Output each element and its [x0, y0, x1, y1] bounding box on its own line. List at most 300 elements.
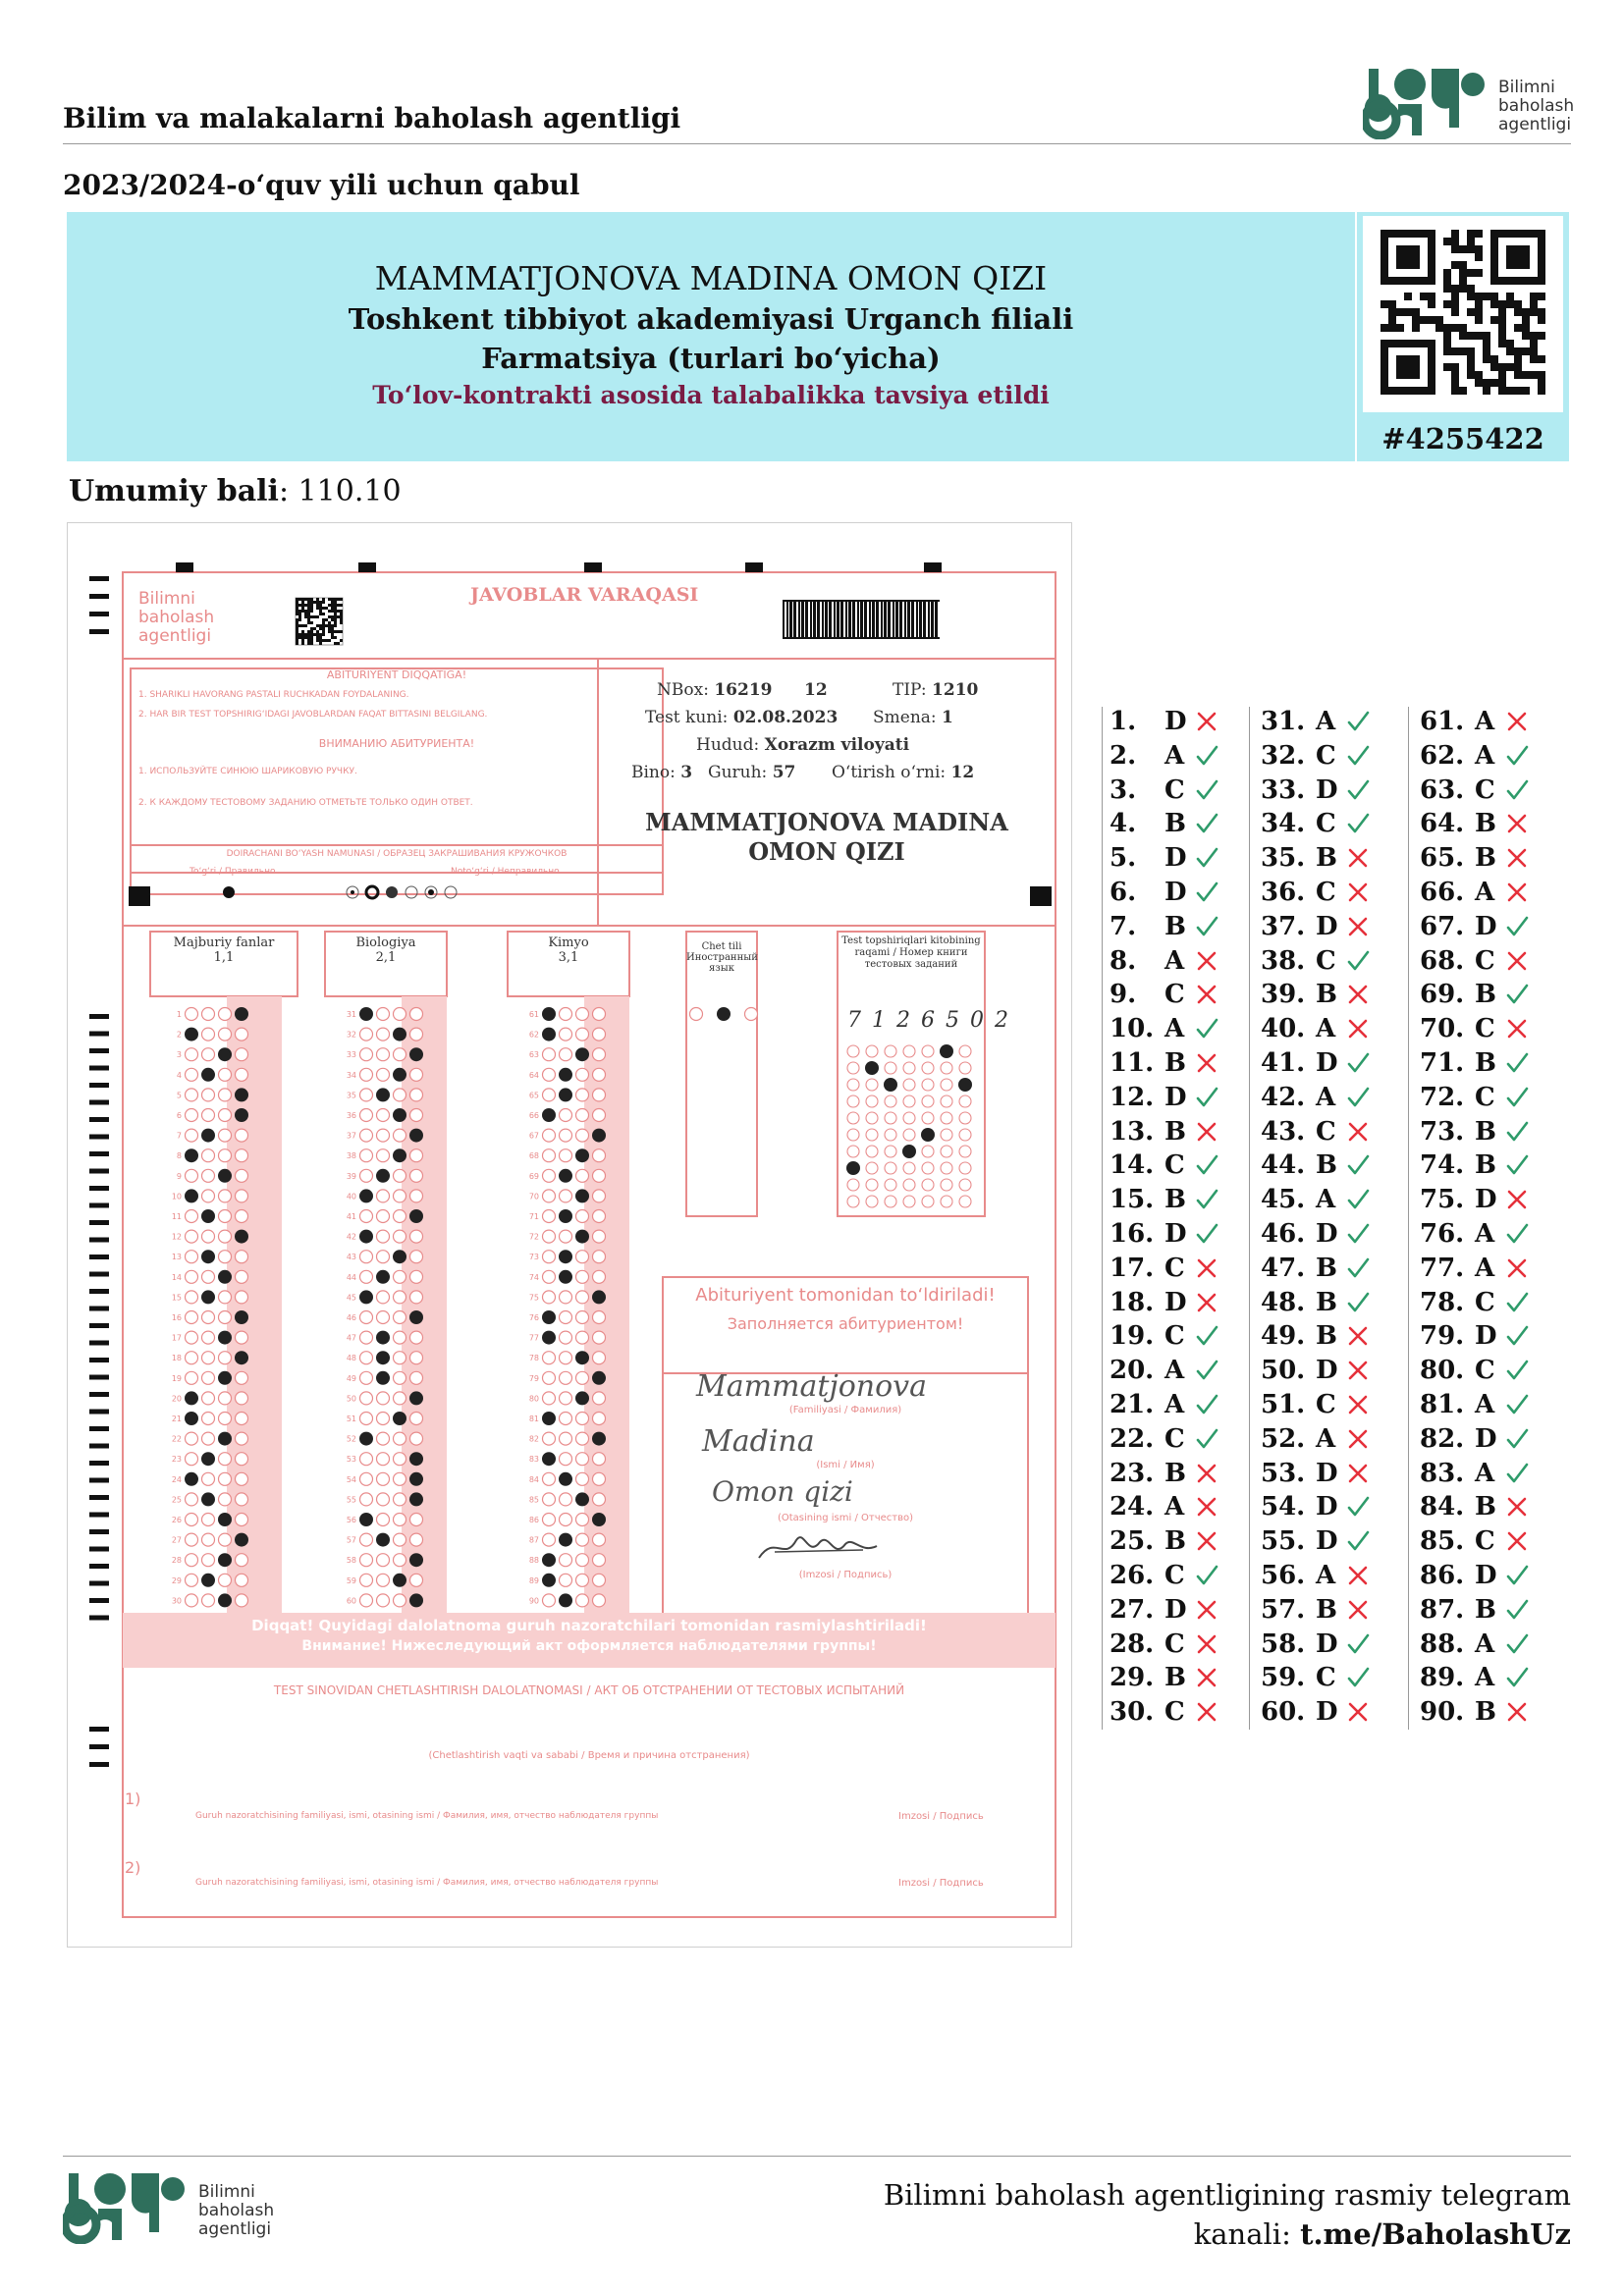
selected-answer: C	[1164, 1150, 1185, 1181]
selected-answer: C	[1316, 1116, 1336, 1147]
question-number: 77.	[1420, 1253, 1465, 1283]
check-icon	[1504, 1358, 1530, 1383]
question-number: 25.	[1110, 1526, 1155, 1557]
svg-text:47: 47	[346, 1333, 356, 1343]
svg-text:87: 87	[528, 1535, 539, 1545]
question-number: 46.	[1261, 1219, 1306, 1249]
cross-icon	[1504, 1255, 1530, 1281]
svg-text:20: 20	[171, 1394, 182, 1404]
selected-answer: C	[1164, 1253, 1185, 1283]
selected-answer: C	[1475, 1082, 1495, 1112]
check-icon	[1345, 1187, 1371, 1212]
selected-answer: B	[1316, 1253, 1337, 1283]
selected-answer: B	[1316, 1287, 1337, 1317]
question-number: 38.	[1261, 945, 1306, 976]
cross-icon	[1345, 1119, 1371, 1145]
svg-text:45: 45	[346, 1293, 356, 1303]
selected-answer: C	[1475, 774, 1495, 805]
svg-text:28: 28	[171, 1556, 182, 1566]
question-number: 67.	[1420, 911, 1465, 941]
question-number: 51.	[1261, 1390, 1306, 1419]
selected-answer: C	[1316, 1390, 1336, 1419]
cross-icon	[1345, 1699, 1371, 1725]
cross-icon	[1504, 1699, 1530, 1725]
svg-text:42: 42	[346, 1232, 356, 1242]
cross-icon	[1194, 1528, 1219, 1554]
cross-icon	[1504, 948, 1530, 974]
question-number: 53.	[1261, 1458, 1306, 1488]
svg-text:17: 17	[171, 1333, 182, 1343]
institution-name: Toshkent tibbiyot akademiyasi Urganch filiali	[348, 302, 1074, 336]
question-number: 10.	[1110, 1014, 1155, 1044]
telegram-link[interactable]: t.me/BaholashUz	[1300, 2217, 1571, 2251]
svg-text:6: 6	[176, 1111, 182, 1120]
selected-answer: B	[1164, 1663, 1186, 1693]
question-number: 61.	[1420, 707, 1465, 736]
fill-section-title-ru: Заполняется абитуриентом!	[727, 1314, 964, 1333]
cross-icon	[1194, 1050, 1219, 1076]
cross-icon	[1504, 1528, 1530, 1554]
answer-results	[1102, 707, 1553, 1730]
agency-logo-text: Bilimni baholash agentligi	[1498, 78, 1575, 134]
question-number: 66.	[1420, 878, 1465, 907]
svg-text:49: 49	[346, 1373, 356, 1383]
svg-text:80: 80	[528, 1394, 539, 1404]
selected-answer: C	[1475, 1014, 1495, 1044]
attention-line-2: 2. HAR BIR TEST TOPSHIRIG‘IDAGI JAVOBLARDAN FAQAT BITTASINI BELGILANG.	[138, 710, 488, 720]
question-number: 14.	[1110, 1150, 1155, 1181]
selected-answer: B	[1475, 1697, 1496, 1728]
selected-answer: B	[1475, 843, 1496, 874]
firstname-handwritten: Madina	[702, 1424, 815, 1459]
svg-text:9: 9	[176, 1171, 182, 1181]
svg-text:19: 19	[171, 1373, 182, 1383]
check-icon	[1194, 1221, 1219, 1247]
header-divider	[63, 143, 1571, 144]
svg-text:67: 67	[528, 1131, 539, 1141]
question-number: 41.	[1261, 1048, 1306, 1078]
agency-logo-mark	[1363, 65, 1490, 139]
svg-text:85: 85	[528, 1495, 539, 1505]
agency-logo	[1363, 65, 1575, 139]
selected-answer: C	[1316, 878, 1336, 907]
question-number: 75.	[1420, 1185, 1465, 1215]
question-number: 57.	[1261, 1594, 1306, 1625]
check-icon	[1504, 982, 1530, 1007]
check-icon	[1504, 1050, 1530, 1076]
footer-divider	[63, 2156, 1571, 2157]
question-number: 31.	[1261, 707, 1306, 736]
svg-text:81: 81	[528, 1415, 539, 1423]
question-number: 47.	[1261, 1253, 1306, 1283]
cross-icon	[1345, 982, 1371, 1007]
cross-icon	[1504, 1187, 1530, 1212]
svg-text:69: 69	[528, 1171, 539, 1181]
question-number: 69.	[1420, 980, 1465, 1010]
footer-logo-mark	[63, 2169, 190, 2244]
selected-answer: C	[1316, 1663, 1336, 1693]
selected-answer: D	[1164, 1082, 1187, 1112]
selected-answer: A	[1475, 707, 1495, 736]
qr-panel	[1357, 212, 1569, 461]
selected-answer: C	[1164, 774, 1185, 805]
svg-text:54: 54	[346, 1474, 356, 1484]
svg-text:4: 4	[176, 1070, 182, 1080]
question-number: 55.	[1261, 1526, 1306, 1557]
svg-text:12: 12	[171, 1232, 182, 1242]
question-number: 12.	[1110, 1082, 1155, 1112]
selected-answer: A	[1316, 1185, 1336, 1215]
check-icon	[1345, 1631, 1371, 1657]
svg-text:1: 1	[176, 1010, 182, 1019]
question-number: 86.	[1420, 1561, 1465, 1590]
question-number: 70.	[1420, 1014, 1465, 1044]
svg-text:10: 10	[171, 1192, 182, 1201]
correct-sample-label: To‘g‘ri / Правильно	[189, 867, 276, 877]
svg-text:43: 43	[346, 1253, 356, 1262]
svg-text:56: 56	[346, 1516, 356, 1524]
svg-text:73: 73	[528, 1253, 539, 1262]
svg-text:78: 78	[528, 1354, 539, 1363]
section-biology-header: Biologiya 2,1	[355, 935, 416, 965]
svg-text:18: 18	[171, 1354, 182, 1363]
selected-answer: C	[1164, 1321, 1185, 1352]
footer-logo-text: Bilimni baholash agentligi	[198, 2182, 275, 2239]
check-icon	[1345, 1494, 1371, 1520]
check-icon	[1504, 1461, 1530, 1486]
check-icon	[1504, 1119, 1530, 1145]
selected-answer: B	[1164, 1458, 1186, 1488]
attention-ru-title: ВНИМАНИЮ АБИТУРИЕНТА!	[318, 737, 475, 750]
question-number: 63.	[1420, 774, 1465, 805]
results-column-separator	[1249, 707, 1250, 1730]
attention-ru-line-1: 1. ИСПОЛЬЗУЙТЕ СИНЮЮ ШАРИКОВУЮ РУЧКУ.	[138, 767, 357, 776]
svg-text:44: 44	[346, 1272, 356, 1282]
selected-answer: A	[1316, 707, 1336, 736]
svg-text:46: 46	[346, 1313, 356, 1322]
selected-answer: D	[1475, 1561, 1497, 1590]
selected-answer: D	[1164, 1594, 1187, 1625]
check-icon	[1194, 1323, 1219, 1349]
attention-title: ABITURIYENT DIQQATIGA!	[326, 668, 467, 681]
cross-icon	[1504, 1494, 1530, 1520]
svg-text:83: 83	[528, 1455, 539, 1465]
question-number: 6.	[1110, 878, 1137, 907]
check-icon	[1345, 1221, 1371, 1247]
question-number: 43.	[1261, 1116, 1306, 1147]
svg-text:71: 71	[528, 1212, 539, 1221]
selected-answer: A	[1475, 878, 1495, 907]
check-icon	[1194, 1016, 1219, 1041]
question-number: 29.	[1110, 1663, 1155, 1693]
section-mandatory-header: Majburiy fanlar 1,1	[173, 935, 275, 965]
svg-text:59: 59	[346, 1575, 356, 1585]
sample-label: DOIRACHANI BO‘YASH NAMUNASI / ОБРАЗЕЦ ЗАКРАШИВАНИЯ КРУЖОЧКОВ	[226, 849, 568, 859]
attention-line-1: 1. SHARIKLI HAVORANG PASTALI RUCHKADAN FOYDALANING.	[138, 690, 409, 700]
svg-text:33: 33	[346, 1050, 356, 1060]
svg-text:66: 66	[528, 1111, 539, 1120]
question-number: 20.	[1110, 1356, 1155, 1386]
check-icon	[1504, 1323, 1530, 1349]
selected-answer: D	[1316, 1629, 1338, 1659]
question-number: 87.	[1420, 1594, 1465, 1625]
cross-icon	[1194, 709, 1219, 734]
attention-ru-line-2: 2. К КАЖДОМУ ТЕСТОВОМУ ЗАДАНИЮ ОТМЕТЬТЕ ТОЛЬКО ОДИН ОТВЕТ.	[138, 798, 473, 808]
question-number: 39.	[1261, 980, 1306, 1010]
question-number: 8.	[1110, 945, 1137, 976]
question-number: 50.	[1261, 1356, 1306, 1386]
svg-text:14: 14	[171, 1272, 182, 1282]
question-number: 79.	[1420, 1321, 1465, 1352]
question-number: 36.	[1261, 878, 1306, 907]
svg-text:34: 34	[346, 1070, 356, 1080]
observer-sign-1: Imzosi / Подпись	[898, 1811, 984, 1822]
selected-answer: D	[1316, 911, 1338, 941]
question-number: 24.	[1110, 1492, 1155, 1522]
svg-text:41: 41	[346, 1212, 356, 1221]
cross-icon	[1194, 1699, 1219, 1725]
check-icon	[1504, 1426, 1530, 1452]
selected-answer: D	[1164, 878, 1187, 907]
svg-text:64: 64	[528, 1070, 539, 1080]
check-icon	[1345, 1050, 1371, 1076]
cross-icon	[1345, 1597, 1371, 1623]
footer-note	[884, 2175, 1571, 2254]
observer-row-2: 2)	[125, 1858, 141, 1877]
check-icon	[1345, 709, 1371, 734]
svg-text:75: 75	[528, 1293, 539, 1303]
sheet-student-name: MAMMATJONOVA MADINA OMON QIZI	[645, 808, 1008, 866]
svg-text:63: 63	[528, 1050, 539, 1060]
question-number: 37.	[1261, 911, 1306, 941]
selected-answer: B	[1164, 1185, 1186, 1215]
question-number: 76.	[1420, 1219, 1465, 1249]
total-score	[69, 474, 402, 508]
selected-answer: B	[1475, 1594, 1496, 1625]
cross-icon	[1194, 1665, 1219, 1690]
selected-answer: B	[1316, 1150, 1337, 1181]
footer-line-2: kanali: t.me/BaholashUz	[1193, 2217, 1571, 2251]
selected-answer: B	[1164, 1116, 1186, 1147]
selected-answer: C	[1316, 740, 1336, 771]
signature-icon	[755, 1528, 883, 1568]
svg-text:11: 11	[171, 1212, 182, 1221]
selected-answer: D	[1164, 1219, 1187, 1249]
check-icon	[1504, 777, 1530, 803]
cross-icon	[1345, 1426, 1371, 1452]
selected-answer: A	[1475, 1629, 1495, 1659]
selected-answer: A	[1164, 740, 1185, 771]
question-number: 22.	[1110, 1423, 1155, 1454]
check-icon	[1345, 1528, 1371, 1554]
selected-answer: B	[1316, 980, 1337, 1010]
academic-year: 2023/2024-o‘quv yili uchun qabul	[63, 169, 580, 201]
svg-text:51: 51	[346, 1415, 356, 1423]
selected-answer: A	[1164, 945, 1185, 976]
question-number: 68.	[1420, 945, 1465, 976]
question-number: 33.	[1261, 774, 1306, 805]
check-icon	[1194, 1426, 1219, 1452]
question-number: 32.	[1261, 740, 1306, 771]
result-banner	[67, 212, 1355, 461]
question-number: 13.	[1110, 1116, 1155, 1147]
svg-text:2: 2	[176, 1030, 182, 1040]
svg-text:26: 26	[171, 1516, 182, 1524]
selected-answer: D	[1475, 1321, 1497, 1352]
question-number: 60.	[1261, 1697, 1306, 1728]
selected-answer: B	[1164, 1048, 1186, 1078]
svg-text:16: 16	[171, 1313, 182, 1322]
cross-icon	[1194, 1631, 1219, 1657]
check-icon	[1194, 1392, 1219, 1417]
svg-text:48: 48	[346, 1354, 356, 1363]
cross-icon	[1194, 1119, 1219, 1145]
cross-icon	[1194, 1494, 1219, 1520]
check-icon	[1504, 1221, 1530, 1247]
observer-sign-2: Imzosi / Подпись	[898, 1878, 984, 1889]
selected-answer: C	[1475, 945, 1495, 976]
question-number: 26.	[1110, 1561, 1155, 1590]
cross-icon	[1504, 1016, 1530, 1041]
selected-answer: D	[1316, 1048, 1338, 1078]
selected-answer: B	[1475, 980, 1496, 1010]
question-number: 34.	[1261, 809, 1306, 839]
qr-code-icon	[1380, 230, 1545, 395]
footer-logo	[63, 2169, 279, 2244]
svg-text:31: 31	[346, 1010, 356, 1019]
selected-answer: A	[1475, 1663, 1495, 1693]
question-number: 4.	[1110, 809, 1137, 839]
cross-icon	[1504, 709, 1530, 734]
check-icon	[1504, 1631, 1530, 1657]
firstname-label: (Ismi / Имя)	[816, 1460, 875, 1470]
wrong-sample-label: Noto‘g‘ri / Неправильно	[451, 867, 560, 877]
selected-answer: B	[1475, 1048, 1496, 1078]
check-icon	[1504, 1665, 1530, 1690]
question-number: 11.	[1110, 1048, 1155, 1078]
cross-icon	[1194, 982, 1219, 1007]
svg-text:82: 82	[528, 1434, 539, 1444]
svg-text:24: 24	[171, 1474, 182, 1484]
surname-label: (Familiyasi / Фамилия)	[788, 1405, 902, 1415]
question-number: 17.	[1110, 1253, 1155, 1283]
svg-text:50: 50	[346, 1394, 356, 1404]
check-icon	[1345, 1290, 1371, 1315]
check-icon	[1345, 1152, 1371, 1178]
question-number: 9.	[1110, 980, 1137, 1010]
check-icon	[1345, 1085, 1371, 1110]
foreign-language-header: Chet tili Иностранный язык	[686, 941, 758, 974]
question-number: 54.	[1261, 1492, 1306, 1522]
selected-answer: A	[1164, 1014, 1185, 1044]
selected-answer: D	[1316, 774, 1338, 805]
svg-text:84: 84	[528, 1474, 539, 1484]
selected-answer: A	[1316, 1014, 1336, 1044]
selected-answer: D	[1475, 911, 1497, 941]
question-number: 23.	[1110, 1458, 1155, 1488]
svg-text:13: 13	[171, 1253, 182, 1262]
check-icon	[1194, 1187, 1219, 1212]
check-icon	[1194, 914, 1219, 939]
question-number: 52.	[1261, 1423, 1306, 1454]
total-score-label: Umumiy bali	[69, 474, 279, 508]
check-icon	[1504, 743, 1530, 769]
warning-line-2: Внимание! Нижеследующий акт оформляется наблюдателями группы!	[301, 1638, 877, 1654]
svg-text:60: 60	[346, 1596, 356, 1606]
selected-answer: D	[1316, 1219, 1338, 1249]
question-number: 64.	[1420, 809, 1465, 839]
selected-answer: B	[1316, 1594, 1337, 1625]
check-icon	[1194, 880, 1219, 905]
question-number: 27.	[1110, 1594, 1155, 1625]
answer-sheet-scan: 1 2 3 4 5 6 7 8 9 10 11 12 13 14 15 16 17 18 19 20 21 22 23 24 25 26 27 28 29 30 31 32 33 34 35 36 37 38 39 40 41 42 43 44 45 46 47 48 49 50 51 52 53 54 55 56 57 58 59 60 61 62 63 64 65 66 67 68 69 70 71 72 73 74 75 76 77 78 79 80 81 82 83 84 85 86 87 88 89 90 Bilimni baholash agentligi JAVOBLAR VARAQASI ABITURIYENT DIQQATIGA! 1. SHARIKLI HAVORANG PASTALI RUCHKADAN FOYDALANING. 2. HAR BIR TEST TOPSHIRIG‘IDAGI JAVOBLARDAN FAQAT BITTASINI BELGILANG. ВНИМАНИЮ АБИТУРИЕНТА! 1. ИСПОЛЬЗУЙТЕ СИНЮЮ ШАРИКОВУЮ РУЧКУ. 2. К КАЖДОМУ ТЕСТОВОМУ ЗАДАНИЮ ОТМЕТЬТЕ ТОЛЬКО ОДИН ОТВЕТ. DOIRACHANI BO‘YASH NAMUNASI / ОБРАЗЕЦ ЗАКРАШИВАНИЯ КРУЖОЧКОВ To‘g‘ri / Правильно Noto‘g‘ri / Неправильно NBox: 16219 12 TIP: 1210 Test kuni: 02.08.2023 Smena: 1 Hudud: Xorazm viloyati Bino: 3 Guruh: 57 O‘tirish o‘rni: 12 MAMMATJONOVA MADINA OMON QIZI Majburiy fanlar 1,1 Biologiya 2,1 Kimyo 3,1 Chet tili Иностранный язык Test topshiriqlari kitobining raqami / Номер книги тестовых заданий 7126502 Abituriyent tomonidan to‘ldiriladi! Заполняется абитуриентом! Mammatjonova (Familiyasi / Фамилия) Madina (Ismi / Имя) Omon qizi (Otasining ismi / Отчество) (Imzosi / Подпись) Diqqat! Quyidagi dalolatnoma guruh nazoratchilari tomonidan rasmiylashtiriladi! Внимание! Нижеследующий акт оформляется наблюдателями группы! TEST SINOVIDAN CHETLASHTIRISH DALOLATNOMASI / АКТ ОБ ОТСТРАНЕНИИ ОТ ТЕСТОВЫХ ИСПЫТАНИЙ (Chetlashtirish vaqti va sababi / Время и причина отстранения) 1) Guruh nazoratchisining familiyasi, ismi, otasining ismi / Фамилия, имя, отчество наблюдателя группы Imzosi / Подпись 2) Guruh nazoratchisining familiyasi, ismi, otasining ismi / Фамилия, имя, отчество наблюдателя группы Imzosi / Подпись	[67, 522, 1072, 1948]
cross-icon	[1194, 1597, 1219, 1623]
question-number: 49.	[1261, 1321, 1306, 1352]
patronymic-label: (Otasining ismi / Отчество)	[777, 1513, 914, 1523]
cross-icon	[1345, 1461, 1371, 1486]
selected-answer: A	[1475, 1219, 1495, 1249]
results-column-separator	[1408, 707, 1409, 1730]
question-number: 80.	[1420, 1356, 1465, 1386]
question-number: 3.	[1110, 774, 1137, 805]
svg-text:3: 3	[176, 1050, 182, 1060]
question-number: 74.	[1420, 1150, 1465, 1181]
svg-text:52: 52	[346, 1434, 356, 1444]
svg-text:76: 76	[528, 1313, 539, 1322]
check-icon	[1345, 948, 1371, 974]
cross-icon	[1345, 914, 1371, 939]
booklet-number: 7126502	[847, 1008, 1019, 1033]
selected-answer: D	[1475, 1423, 1497, 1454]
selected-answer: A	[1475, 740, 1495, 771]
selected-answer: A	[1475, 1458, 1495, 1488]
check-icon	[1345, 1255, 1371, 1281]
question-number: 28.	[1110, 1629, 1155, 1659]
selected-answer: C	[1475, 1356, 1495, 1386]
cross-icon	[1504, 880, 1530, 905]
svg-text:86: 86	[528, 1516, 539, 1524]
question-number: 62.	[1420, 740, 1465, 771]
question-number: 58.	[1261, 1629, 1306, 1659]
question-number: 59.	[1261, 1663, 1306, 1693]
observer-line-2: Guruh nazoratchisining familiyasi, ismi, otasining ismi / Фамилия, имя, отчество наблюдателя группы	[195, 1878, 659, 1888]
svg-text:61: 61	[528, 1010, 539, 1019]
question-number: 48.	[1261, 1287, 1306, 1317]
selected-answer: D	[1164, 843, 1187, 874]
selected-answer: B	[1475, 1150, 1496, 1181]
selected-answer: B	[1164, 1526, 1186, 1557]
selected-answer: A	[1316, 1423, 1336, 1454]
question-number: 42.	[1261, 1082, 1306, 1112]
question-number: 71.	[1420, 1048, 1465, 1078]
selected-answer: C	[1164, 1561, 1185, 1590]
selected-answer: A	[1164, 1356, 1185, 1386]
question-number: 88.	[1420, 1629, 1465, 1659]
check-icon	[1504, 1597, 1530, 1623]
svg-text:68: 68	[528, 1151, 539, 1161]
selected-answer: D	[1164, 707, 1187, 736]
results-column-separator	[1102, 707, 1103, 1730]
signature-label: (Imzosi / Подпись)	[798, 1570, 893, 1580]
selected-answer: A	[1475, 1390, 1495, 1419]
cross-icon	[1345, 845, 1371, 871]
question-number: 56.	[1261, 1561, 1306, 1590]
question-number: 45.	[1261, 1185, 1306, 1215]
selected-answer: C	[1164, 980, 1185, 1010]
check-icon	[1345, 777, 1371, 803]
svg-text:38: 38	[346, 1151, 356, 1161]
student-name: MAMMATJONOVA MADINA OMON QIZI	[374, 259, 1048, 297]
